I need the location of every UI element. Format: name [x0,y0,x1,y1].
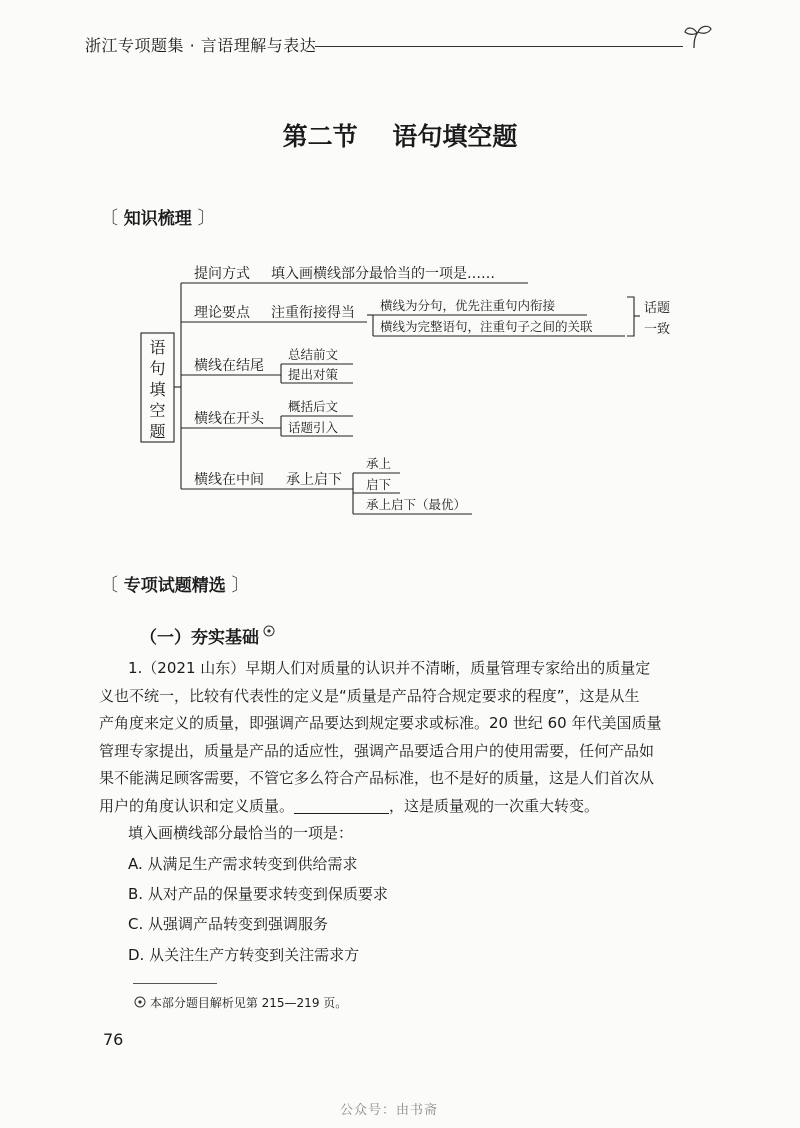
practice-heading: 〔 专项试题精选 〕 [100,575,250,596]
question-last-line: 用户的角度认识和定义质量。 ，这是质量观的一次重大转变。 [99,796,600,815]
question-line: 义也不统一，比较有代表性的定义是“质量是产品符合规定要求的程度”，这是从生 [99,686,640,705]
page-number: 76 [103,1030,124,1049]
branch-sub: 横线为完整语句，注重句子之间的关联 [380,319,593,334]
branch-sub: 概括后文 [288,399,339,414]
watermark: 公众号：由书斋 [340,1103,439,1118]
branch-sub: 总结前文 [288,347,339,362]
flower-footnote-icon [263,625,275,637]
option-c[interactable]: C. 从强调产品转变到强调服务 [128,915,329,933]
knowledge-mindmap [0,0,800,560]
branch-label: 提问方式 [194,266,250,282]
branch-sub: 话题引入 [288,420,339,435]
question-line: 果不能满足顾客需要，不管它多么符合产品标准，也不是好的质量，这是人们首次从 [99,769,655,787]
branch-sub: 承上 [366,456,392,471]
knowledge-heading: 〔 知识梳理 〕 [100,208,216,229]
question-line: 产角度来定义的质量，即强调产品要达到规定要求或标准。20 世纪 60 年代美国质量 [99,714,662,732]
bracket-note: 一致 [644,322,671,337]
branch-detail: 承上启下 [286,472,342,488]
branch-sub: 启下 [366,477,392,492]
bracket-note: 话题 [644,301,671,316]
branch-label: 横线在中间 [194,472,264,488]
fill-in-blank[interactable] [294,797,389,814]
footnote: 本部分题目解析见第 215—219 页。 [134,994,347,1011]
question-prompt: 填入画横线部分最恰当的一项是： [128,824,354,842]
mindmap-root-char: 句 [149,359,166,378]
branch-label: 横线在结尾 [194,358,264,374]
mindmap-root-char: 空 [149,401,166,420]
section-title: 第二节 语句填空题 [282,122,518,151]
subsection-title: （一）夯实基础 [140,623,275,648]
branch-label: 横线在开头 [194,411,264,427]
mindmap-root-char: 题 [149,422,166,441]
branch-detail: 填入画横线部分最恰当的一项是…… [271,266,495,282]
option-a[interactable]: A. 从满足生产需求转变到供给需求 [128,855,358,873]
flower-footnote-icon [134,996,146,1008]
question-line: 1.（2021 山东）早期人们对质量的认识并不清晰，质量管理专家给出的质量定 [128,659,651,677]
branch-sub: 提出对策 [288,367,339,382]
question-line: 管理专家提出，质量是产品的适应性，强调产品要适合用户的使用需要，任何产品如 [99,741,655,760]
branch-label: 理论要点 [194,305,250,321]
option-d[interactable]: D. 从关注生产方转变到关注需求方 [128,946,360,964]
mindmap-root-char: 语 [149,338,166,357]
branch-sub: 承上启下（最优） [366,497,467,512]
mindmap-root-char: 填 [149,380,166,399]
branch-detail: 注重衔接得当 [271,305,355,321]
option-b[interactable]: B. 从对产品的保量要求转变到保质要求 [128,885,388,903]
running-header: 浙江专项题集 · 言语理解与表达 [85,36,317,55]
question-paragraph [99,655,709,848]
footnote-rule [133,983,217,984]
branch-sub: 横线为分句，优先注重句内衔接 [380,298,556,313]
